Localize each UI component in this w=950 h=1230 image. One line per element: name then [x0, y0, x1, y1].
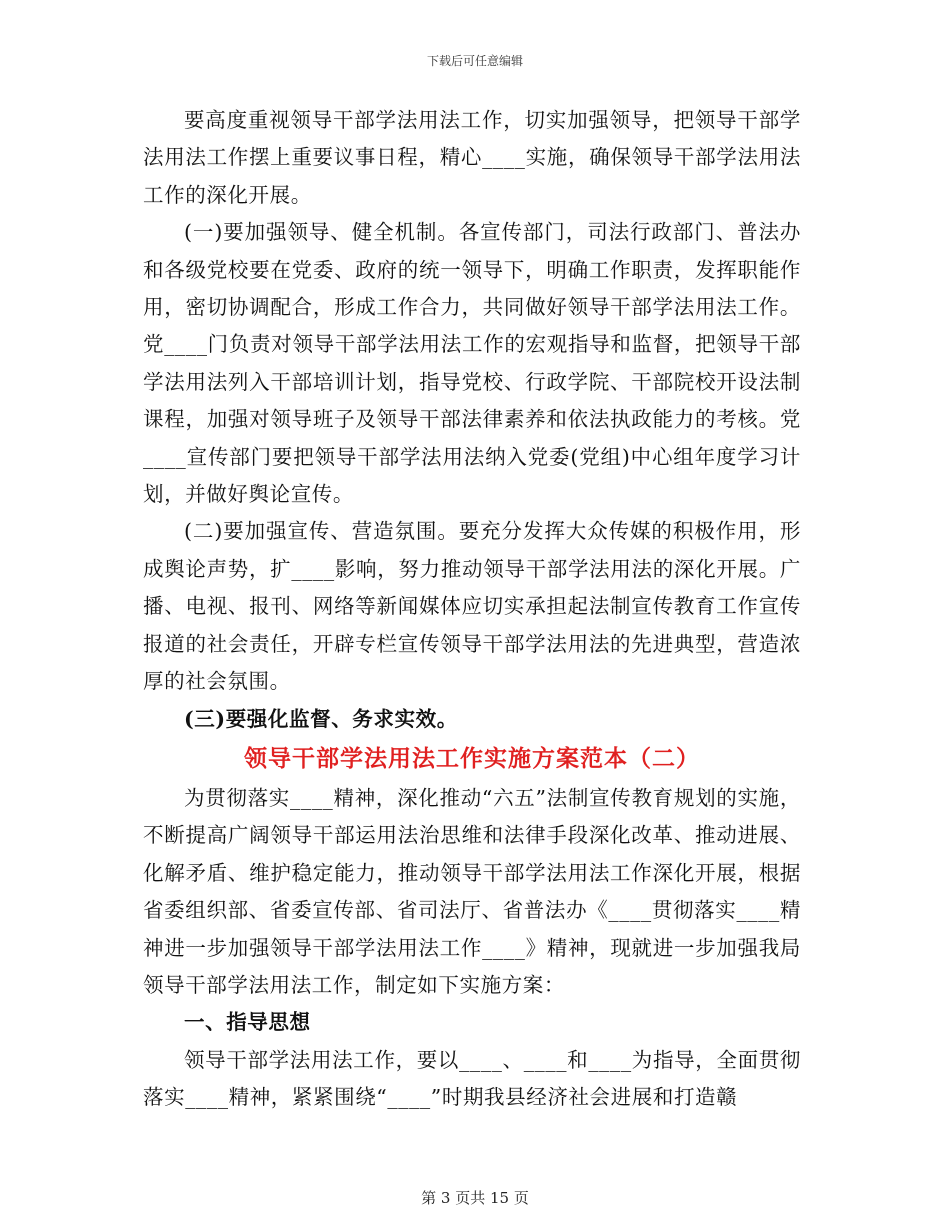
paragraph: (一)要加强领导、健全机制。各宣传部门，司法行政部门、普法办和各级党校要在党委、政府的统一领导下，明确工作职责，发挥职能作用，密切协调配合，形成工作合力，共同做好领导干部学法用法工作。党____门负责对领导干部学法用法工作的宏观指导和监督，把领导干部学法用法列入干部培训计划，指导党校、行政学院、干部院校开设法制课程，加强对领导班子及领导干部法律素养和依法执政能力的考核。党____宣传部门要把领导干部学法用法纳入党委(党组)中心组年度学习计划，并做好舆论宣传。 [143, 220, 801, 507]
paragraph: 要高度重视领导干部学法用法工作，切实加强领导，把领导干部学法用法工作摆上重要议事日程，精心____实施，确保领导干部学法用法工作的深化开展。 [143, 108, 801, 207]
document-title: 领导干部学法用法工作实施方案范本（二） [244, 745, 700, 772]
section-heading: 一、指导思想 [184, 1010, 311, 1035]
paragraph: 领导干部学法用法工作，要以____、____和____为指导，全面贯彻落实____精神，紧紧围绕“____”时期我县经济社会进展和打造赣 [143, 1047, 801, 1110]
page-header: 下载后可任意编辑 [426, 54, 523, 68]
page-number: 第 3 页共 15 页 [421, 1189, 529, 1207]
section-heading: (三)要强化监督、务求实效。 [184, 706, 458, 731]
paragraph: (二)要加强宣传、营造氛围。要充分发挥大众传媒的积极作用，形成舆论声势，扩____影响，努力推动领导干部学法用法的深化开展。广播、电视、报刊、网络等新闻媒体应切实承担起法制宣传教育工作宣传报道的社会责任，开辟专栏宣传领导干部学法用法的先进典型，营造浓厚的社会氛围。 [143, 519, 801, 694]
paragraph: 为贯彻落实____精神，深化推动“六五”法制宣传教育规划的实施，不断提高广阔领导干部运用法治思维和法律手段深化改革、推动进展、化解矛盾、维护稳定能力，推动领导干部学法用法工作深化开展，根据省委组织部、省委宣传部、省司法厅、省普法办《____贯彻落实____精神进一步加强领导干部学法用法工作____》精神，现就进一步加强我局领导干部学法用法工作，制定如下实施方案： [143, 785, 801, 997]
document-body [143, 102, 801, 1117]
